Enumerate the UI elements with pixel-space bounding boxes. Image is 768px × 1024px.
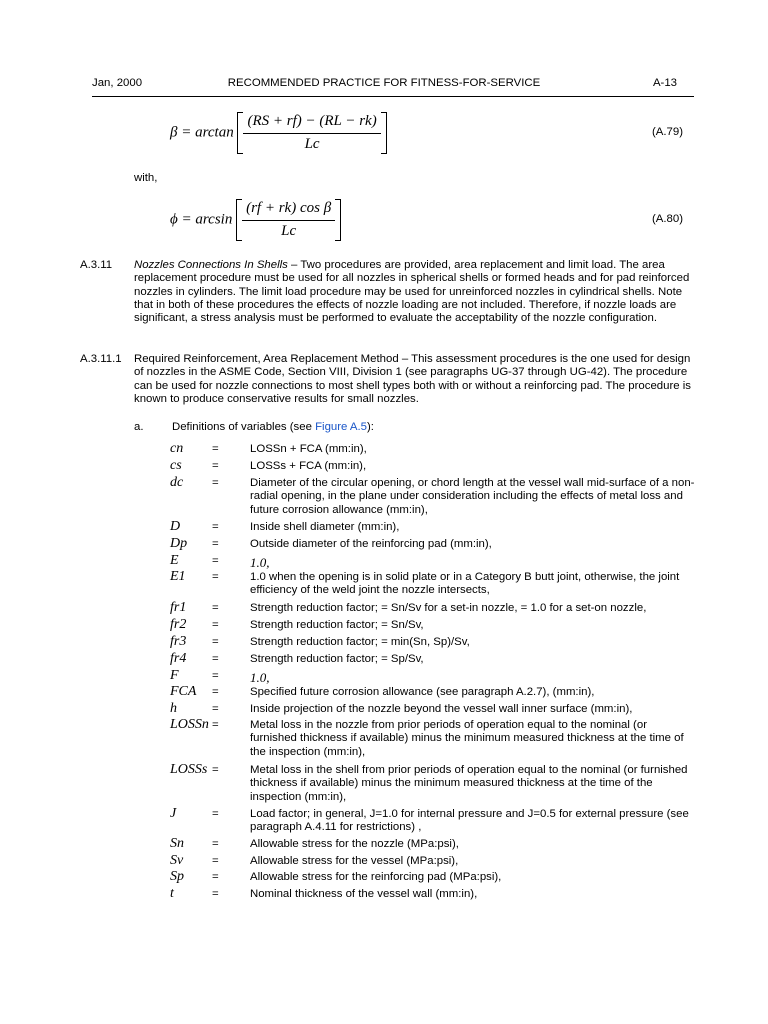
definition-equals: = — [212, 670, 219, 682]
definitions-list-marker: a. — [134, 421, 144, 433]
definition-description: Metal loss in the nozzle from prior periods of operation equal to the nominal (or furnished thickness if available) minus the minimum measured thickness at the time of the inspection (mm:in), — [250, 719, 684, 758]
definition-symbol: E1 — [170, 569, 186, 584]
equation-a79-lhs: β = arctan — [170, 124, 234, 141]
definition-symbol: D — [170, 519, 181, 534]
equation-a79-fraction — [243, 113, 380, 153]
equation-a80-number: (A.80) — [652, 213, 684, 225]
header-date: Jan, 2000 — [92, 77, 143, 89]
definition-symbol: F — [170, 668, 179, 683]
definition-equals: = — [212, 719, 219, 731]
definition-description: Allowable stress for the reinforcing pad (MPa:psi), — [250, 871, 502, 883]
definition-symbol: E — [170, 553, 179, 568]
definition-symbol: cs — [170, 458, 182, 473]
definition-equals: = — [212, 871, 219, 883]
definition-symbol: J — [170, 806, 177, 821]
definition-description: Allowable stress for the vessel (MPa:psi), — [250, 855, 459, 867]
definition-description: 1.0, — [250, 555, 270, 570]
section-number-a311: A.3.11 — [80, 259, 113, 271]
definition-description: Inside shell diameter (mm:in), — [250, 521, 400, 533]
section-a311-title: Nozzles Connections In Shells — [134, 259, 288, 271]
definition-equals: = — [212, 764, 219, 776]
definition-symbol: LOSSn — [170, 717, 209, 732]
definition-description: Strength reduction factor; = min(Sn, Sp)/Sv, — [250, 636, 470, 648]
equation-a80 — [170, 199, 341, 241]
definition-equals: = — [212, 888, 219, 900]
definition-symbol: dc — [170, 475, 184, 490]
section-a3111-paragraph: Required Reinforcement, Area Replacement Method – This assessment procedures is the one used for design of nozzles in the ASME Code, Section VIII, Division 1 (see paragraphs UG-37 through UG-42). The procedure can be used for nozzle connections to most shell types both with or without a reinforcing pad. The procedure is known to produce conservative results for small nozzles. — [134, 353, 691, 406]
definition-equals: = — [212, 808, 219, 820]
definition-description: LOSSs + FCA (mm:in), — [250, 460, 367, 472]
header-rule — [92, 96, 694, 97]
definition-equals: = — [212, 443, 219, 455]
definition-description: Load factor; in general, J=1.0 for internal pressure and J=0.5 for external pressure (see paragraph A.4.11 for restrictions) , — [250, 808, 689, 834]
equation-a79-denominator: Lc — [304, 135, 320, 152]
definition-description: Strength reduction factor; = Sp/Sv, — [250, 653, 424, 665]
definition-equals: = — [212, 555, 219, 567]
definition-symbol: FCA — [170, 684, 197, 699]
definition-symbol: fr4 — [170, 651, 187, 666]
definition-symbol: t — [170, 886, 174, 901]
definition-symbol: Sp — [170, 869, 184, 884]
definition-symbol: fr1 — [170, 600, 187, 615]
definition-description: Nominal thickness of the vessel wall (mm:in), — [250, 888, 478, 900]
section-a311-paragraph — [134, 259, 694, 326]
definition-description: Specified future corrosion allowance (see paragraph A.2.7), (mm:in), — [250, 686, 595, 698]
definition-description: Outside diameter of the reinforcing pad (mm:in), — [250, 538, 492, 550]
equation-a79-numerator: (RS + rf) − (RL − rk) — [243, 113, 380, 134]
with-label: with, — [134, 172, 158, 184]
definition-equals: = — [212, 636, 219, 648]
definition-description: Allowable stress for the nozzle (MPa:psi), — [250, 838, 459, 850]
definition-equals: = — [212, 619, 219, 631]
definition-description: Inside projection of the nozzle beyond the vessel wall inner surface (mm:in), — [250, 703, 633, 715]
definition-equals: = — [212, 477, 219, 489]
definition-symbol: LOSSs — [170, 762, 208, 777]
definition-description: Diameter of the circular opening, or chord length at the vessel wall mid-surface of a non-radial opening, in the plane under consideration including the effects of metal loss and future corrosion allowance (mm:in), — [250, 477, 695, 516]
header-page-number: A-13 — [652, 77, 677, 89]
definitions-heading-end: ): — [367, 421, 374, 433]
definition-description: 1.0 when the opening is in solid plate or in a Category B butt joint, otherwise, the joint efficiency of the weld joint the nozzle intersects, — [250, 571, 680, 597]
definition-equals: = — [212, 460, 219, 472]
definition-equals: = — [212, 838, 219, 850]
figure-a5-link[interactable]: Figure A.5 — [315, 421, 368, 433]
definition-symbol: Sn — [170, 836, 184, 851]
definition-equals: = — [212, 602, 219, 614]
header-title: RECOMMENDED PRACTICE FOR FITNESS-FOR-SERVICE — [227, 77, 541, 89]
equation-a79-number: (A.79) — [652, 126, 684, 138]
definition-equals: = — [212, 686, 219, 698]
equation-a79 — [170, 112, 387, 154]
equation-a80-denominator: Lc — [281, 222, 297, 239]
definition-symbol: Dp — [170, 536, 188, 551]
definition-description: Metal loss in the shell from prior periods of operation equal to the nominal (or furnished thickness if available) minus the minimum measured thickness at the time of the inspection (mm:in), — [250, 764, 688, 803]
definition-equals: = — [212, 855, 219, 867]
definition-symbol: h — [170, 701, 177, 716]
definition-symbol: fr3 — [170, 634, 187, 649]
definition-symbol: fr2 — [170, 617, 187, 632]
bracket-right — [381, 112, 387, 154]
definition-equals: = — [212, 653, 219, 665]
section-number-a3111: A.3.11.1 — [80, 353, 122, 365]
definition-description: LOSSn + FCA (mm:in), — [250, 443, 367, 455]
definition-symbol: Sv — [170, 853, 184, 868]
definition-equals: = — [212, 538, 219, 550]
definition-description: Strength reduction factor; = Sn/Sv, — [250, 619, 424, 631]
section-a311-body: – Two procedures are provided, area replacement and limit load. The area replacement procedure must be used for all nozzles in spherical shells or formed heads and for pad reinforced nozzles in cylinders. The limit load procedure may be used for unreinforced nozzles in cylindrical shells. Note that in both of these procedures the effects of nozzle loading are not included. Therefore, if nozzle loads are significant, a stress analysis must be performed to evaluate the acceptability of the nozzle configuration. — [134, 259, 690, 325]
definition-equals: = — [212, 521, 219, 533]
equation-a80-lhs: ϕ = arcsin — [170, 211, 233, 228]
definition-description: 1.0, — [250, 670, 270, 685]
definition-symbol: cn — [170, 441, 184, 456]
bracket-right — [335, 199, 341, 241]
equation-a80-fraction — [242, 200, 335, 240]
definitions-heading-text: Definitions of variables (see — [172, 421, 316, 433]
definition-equals: = — [212, 571, 219, 583]
definition-equals: = — [212, 703, 219, 715]
equation-a80-numerator: (rf + rk) cos β — [242, 200, 335, 221]
definition-description: Strength reduction factor; = Sn/Sv for a set-in nozzle, = 1.0 for a set-on nozzle, — [250, 602, 647, 614]
